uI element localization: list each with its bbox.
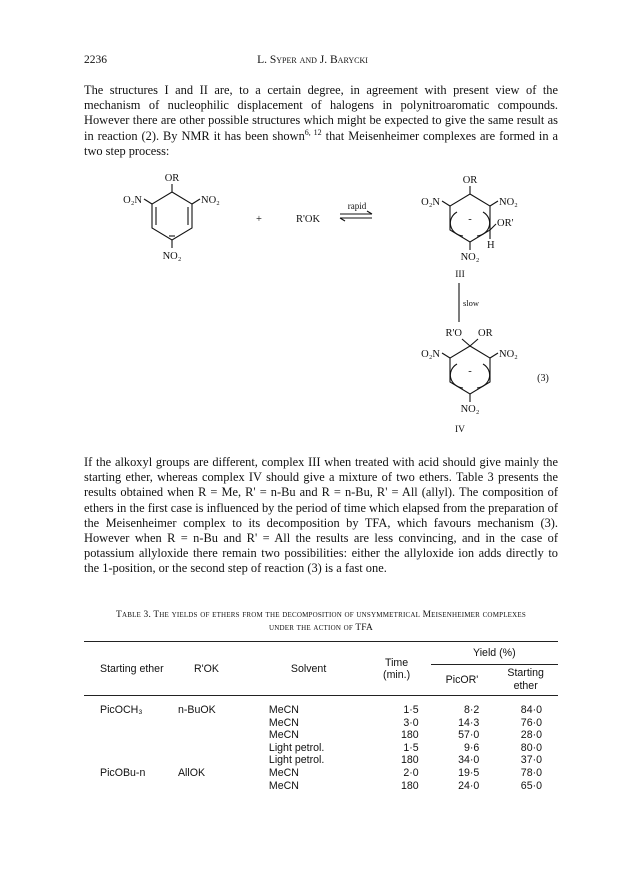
complex-iii-or: OR <box>462 175 478 186</box>
header-yield: Yield (%) <box>431 642 558 665</box>
cell-time: 180 <box>400 779 419 792</box>
cell-start: 78·0 <box>520 766 542 779</box>
cell-ether <box>84 754 178 767</box>
header-starting-ether-line2: ether <box>513 680 538 692</box>
cell-rok <box>178 780 269 793</box>
cell-time: 180 <box>400 754 419 767</box>
cell-picor: 8·2 <box>464 704 480 716</box>
complex-iii-label: III <box>455 270 465 280</box>
reagent-rok: R'OK <box>295 214 321 225</box>
citation-superscript: 6, 12 <box>304 127 322 137</box>
complex-iii-no2-bottom: NO₂ <box>460 252 480 263</box>
cell-ether <box>84 742 178 755</box>
complex-iii-h: H <box>487 240 495 251</box>
page-number: 2236 <box>84 54 107 66</box>
cell-picor: 24·0 <box>458 779 480 792</box>
table-row <box>84 729 558 742</box>
cell-ether <box>84 729 178 742</box>
table-row <box>84 696 558 705</box>
cell-picor: 14·3 <box>458 716 480 729</box>
paragraph-intro <box>84 83 558 159</box>
table-row <box>84 767 558 780</box>
cell-rok <box>178 717 269 730</box>
cell-solvent: MeCN <box>268 729 299 742</box>
header-time-label: Time <box>385 656 409 669</box>
complex-iv-no2-right: NO₂ <box>499 349 518 360</box>
cell-start: 76·0 <box>520 716 542 729</box>
reactant-or: OR <box>164 173 180 184</box>
header-time-unit: (min.) <box>383 668 411 681</box>
cell-picor: 57·0 <box>458 729 480 742</box>
cell-time: 1·5 <box>403 704 419 716</box>
cell-ether <box>84 780 178 793</box>
table-caption-line2: under the action of TFA <box>269 623 373 633</box>
table-row <box>84 717 558 730</box>
complex-iv-r-prime-o: R'O <box>445 328 462 339</box>
complex-iv-charge: - <box>468 366 472 377</box>
paragraph-discussion: If the alkoxyl groups are different, complex III when treated with acid should give mainly the starting ether, whereas complex IV should give a mixture of two ethers. Table 3 presents the results obtained when R = Me, R' = n-Bu and R = n-Bu, R' = All (allyl). The composition of ethers in the first case is influenced by the period of time which elapsed from the preparation of the Meisenheimer complex to its decomposition by TFA, which favours mechanism (3). However when R = n-Bu and R' = All the results are less convincing, and in the case of potassium allyloxide there remain two possibilities: either the allyloxide ion adds directly to the 1-position, or the second step of reaction (3) is a fast one. <box>84 455 558 576</box>
table-caption-line1: Table 3. The yields of ethers from the decomposition of unsymmetrical Meisenheimer complexes <box>116 610 526 620</box>
cell-ether: PicOBu-n <box>100 766 146 779</box>
complex-iv-label: IV <box>454 425 466 435</box>
equilibrium-arrow <box>340 211 372 221</box>
complex-iv-or: OR <box>478 328 493 339</box>
yields-table <box>84 641 558 792</box>
reaction-scheme <box>0 168 625 448</box>
cell-time: 180 <box>400 729 419 742</box>
complex-iii-o2n: O₂N <box>421 197 440 208</box>
cell-rok: AllOK <box>177 766 206 779</box>
header-starting-ether-line1: Starting <box>507 667 544 679</box>
cell-start: 37·0 <box>520 754 542 767</box>
cell-start: 84·0 <box>520 704 542 716</box>
table-caption <box>84 609 558 635</box>
header-starting-ether: Starting ether <box>84 642 178 696</box>
complex-iii-charge: - <box>468 214 472 225</box>
cell-time: 2·0 <box>403 766 419 779</box>
rapid-label: rapid <box>347 201 367 211</box>
cell-ether: PicOCH₃ <box>100 704 143 716</box>
cell-solvent: MeCN <box>268 704 299 716</box>
cell-start: 28·0 <box>520 729 542 742</box>
cell-picor: 19·5 <box>458 766 480 779</box>
cell-solvent: MeCN <box>268 779 299 792</box>
table-row <box>84 754 558 767</box>
reactant-o2n: O₂N <box>123 195 142 206</box>
header-picor: PicOR' <box>431 665 494 696</box>
reactant-no2-right: NO₂ <box>201 195 220 206</box>
complex-iv-o2n: O₂N <box>421 349 440 360</box>
cell-picor: 9·6 <box>464 741 480 754</box>
header-solvent: Solvent <box>269 642 375 696</box>
header-time <box>375 642 431 696</box>
cell-rok <box>178 754 269 767</box>
paragraph-intro-text-end: that Meisenheimer complexes are formed in a two step process: <box>84 128 559 158</box>
cell-solvent: Light petrol. <box>268 754 325 767</box>
table-row <box>84 742 558 755</box>
cell-solvent: MeCN <box>268 766 299 779</box>
cell-solvent: Light petrol. <box>268 741 325 754</box>
cell-rok: n-BuOK <box>177 704 216 716</box>
complex-iv-no2-bottom: NO₂ <box>460 404 480 415</box>
cell-time: 3·0 <box>403 716 419 729</box>
running-head: L. Syper and J. Barycki <box>257 54 368 66</box>
paragraph-intro-text: The structures I and II are, to a certain degree, in agreement with present view of the mechanism of nucleophilic displacement of halogens in polynitroaromatic compounds. However there are other possible structures which might be expected to give the same result as in reaction (2). By NMR it has been shown <box>84 83 558 143</box>
cell-ether <box>84 717 178 730</box>
complex-iii-alkoxy: OR' <box>497 218 514 229</box>
complex-iii-no2-right: NO₂ <box>499 197 518 208</box>
cell-time: 1·5 <box>403 741 419 754</box>
header-starting-ether-yield <box>493 665 558 696</box>
plus-sign: + <box>256 214 262 225</box>
reactant-no2-bottom: NO₂ <box>162 251 182 262</box>
cell-rok <box>178 742 269 755</box>
cell-start: 80·0 <box>520 741 542 754</box>
slow-label: slow <box>463 298 480 308</box>
cell-picor: 34·0 <box>458 754 480 767</box>
reactant-ring <box>144 184 200 248</box>
cell-solvent: MeCN <box>268 716 299 729</box>
table-row <box>84 780 558 793</box>
cell-rok <box>178 729 269 742</box>
cell-start: 65·0 <box>520 779 542 792</box>
table-row <box>84 704 558 717</box>
equation-number: (3) <box>537 373 549 384</box>
header-rok: R'OK <box>178 642 269 696</box>
